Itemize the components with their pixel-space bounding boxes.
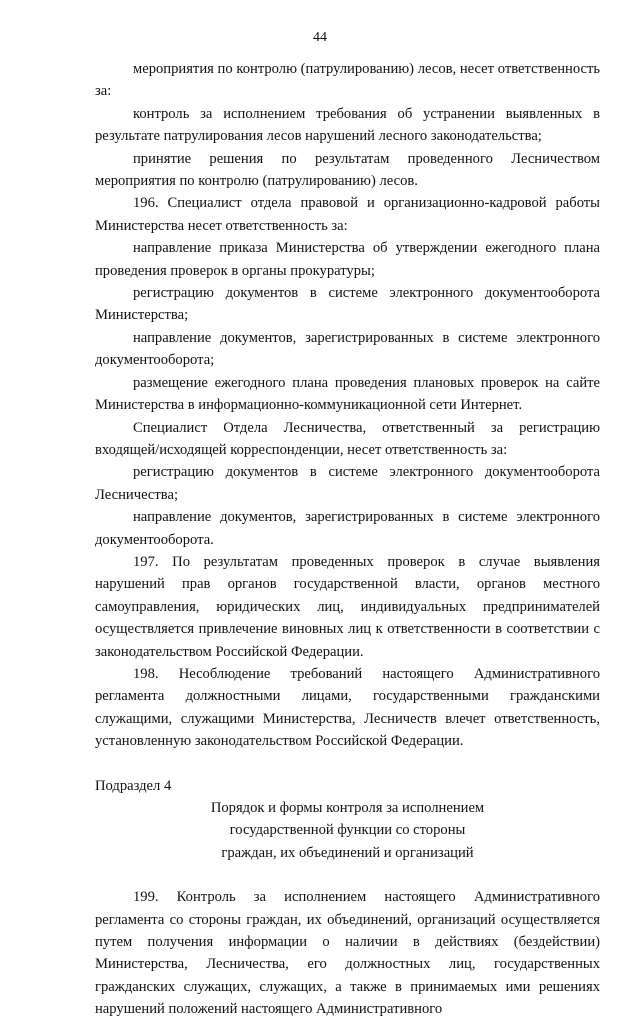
document-body [95,58,600,1021]
subsection-title-line: Порядок и формы контроля за исполнением [210,800,485,816]
paragraph: направление приказа Министерства об утверждении ежегодного плана проведения проверок в органы прокуратуры; [95,240,600,279]
spacer [95,753,600,775]
page-number: 44 [313,30,327,45]
spacer [95,864,600,886]
subsection-title-line: граждан, их объединений и организаций [221,844,474,861]
paragraph: 199. Контроль за исполнением настоящего Административного регламента со стороны граждан, их объединений, организаций осуществляется путем получения информации о наличии в действиях (бездействии) Министерства, Лесничества, его должностных лиц, государственных гражданских служащих, служащих, а также в принимаемых ими решениях нарушений положений настоящего Административного [95,889,600,1018]
paragraph: регистрацию документов в системе электронного документооборота Лесничества; [95,464,600,503]
paragraph: направление документов, зарегистрированных в системе электронного документооборота. [95,509,600,548]
paragraph: размещение ежегодного плана проведения плановых проверок на сайте Министерства в информационно-коммуникационной сети Интернет. [95,374,600,414]
paragraph: мероприятия по контролю (патрулированию) лесов, несет ответственность за: [95,61,600,100]
paragraph: 197. По результатам проведенных проверок в случае выявления нарушений прав органов государственной власти, органов местного самоуправления, юридических лиц, индивидуальных предпринимателей осуществляется привлечение виновных лиц к ответственности в соответствии с законодательством Российской Федерации. [95,553,600,660]
paragraph: принятие решения по результатам проведенного Лесничеством мероприятия по контролю (патрулированию) лесов. [95,150,600,190]
paragraph: регистрацию документов в системе электронного документооборота Министерства; [95,285,600,324]
subsection-label: Подраздел 4 [95,777,172,794]
subsection-title-line: государственной функции со стороны [229,822,466,839]
paragraph: Специалист Отдела Лесничества, ответственный за регистрацию входящей/исходящей корреспонденции, несет ответственность за: [95,419,600,458]
paragraph: направление документов, зарегистрированных в системе электронного документооборота; [95,329,600,369]
paragraph: контроль за исполнением требования об устранении выявленных в результате патрулирования лесов нарушений лесного законодательства; [95,105,600,145]
paragraph: 196. Специалист отдела правовой и организационно-кадровой работы Министерства несет ответственность за: [95,195,600,234]
paragraph: 198. Несоблюдение требований настоящего Административного регламента должностными лицами, государственными гражданскими служащими, служащими Министерства, Лесничеств влечет ответственность, установленную законодательством Российской Федерации. [95,665,600,750]
subsection-title [95,797,600,864]
